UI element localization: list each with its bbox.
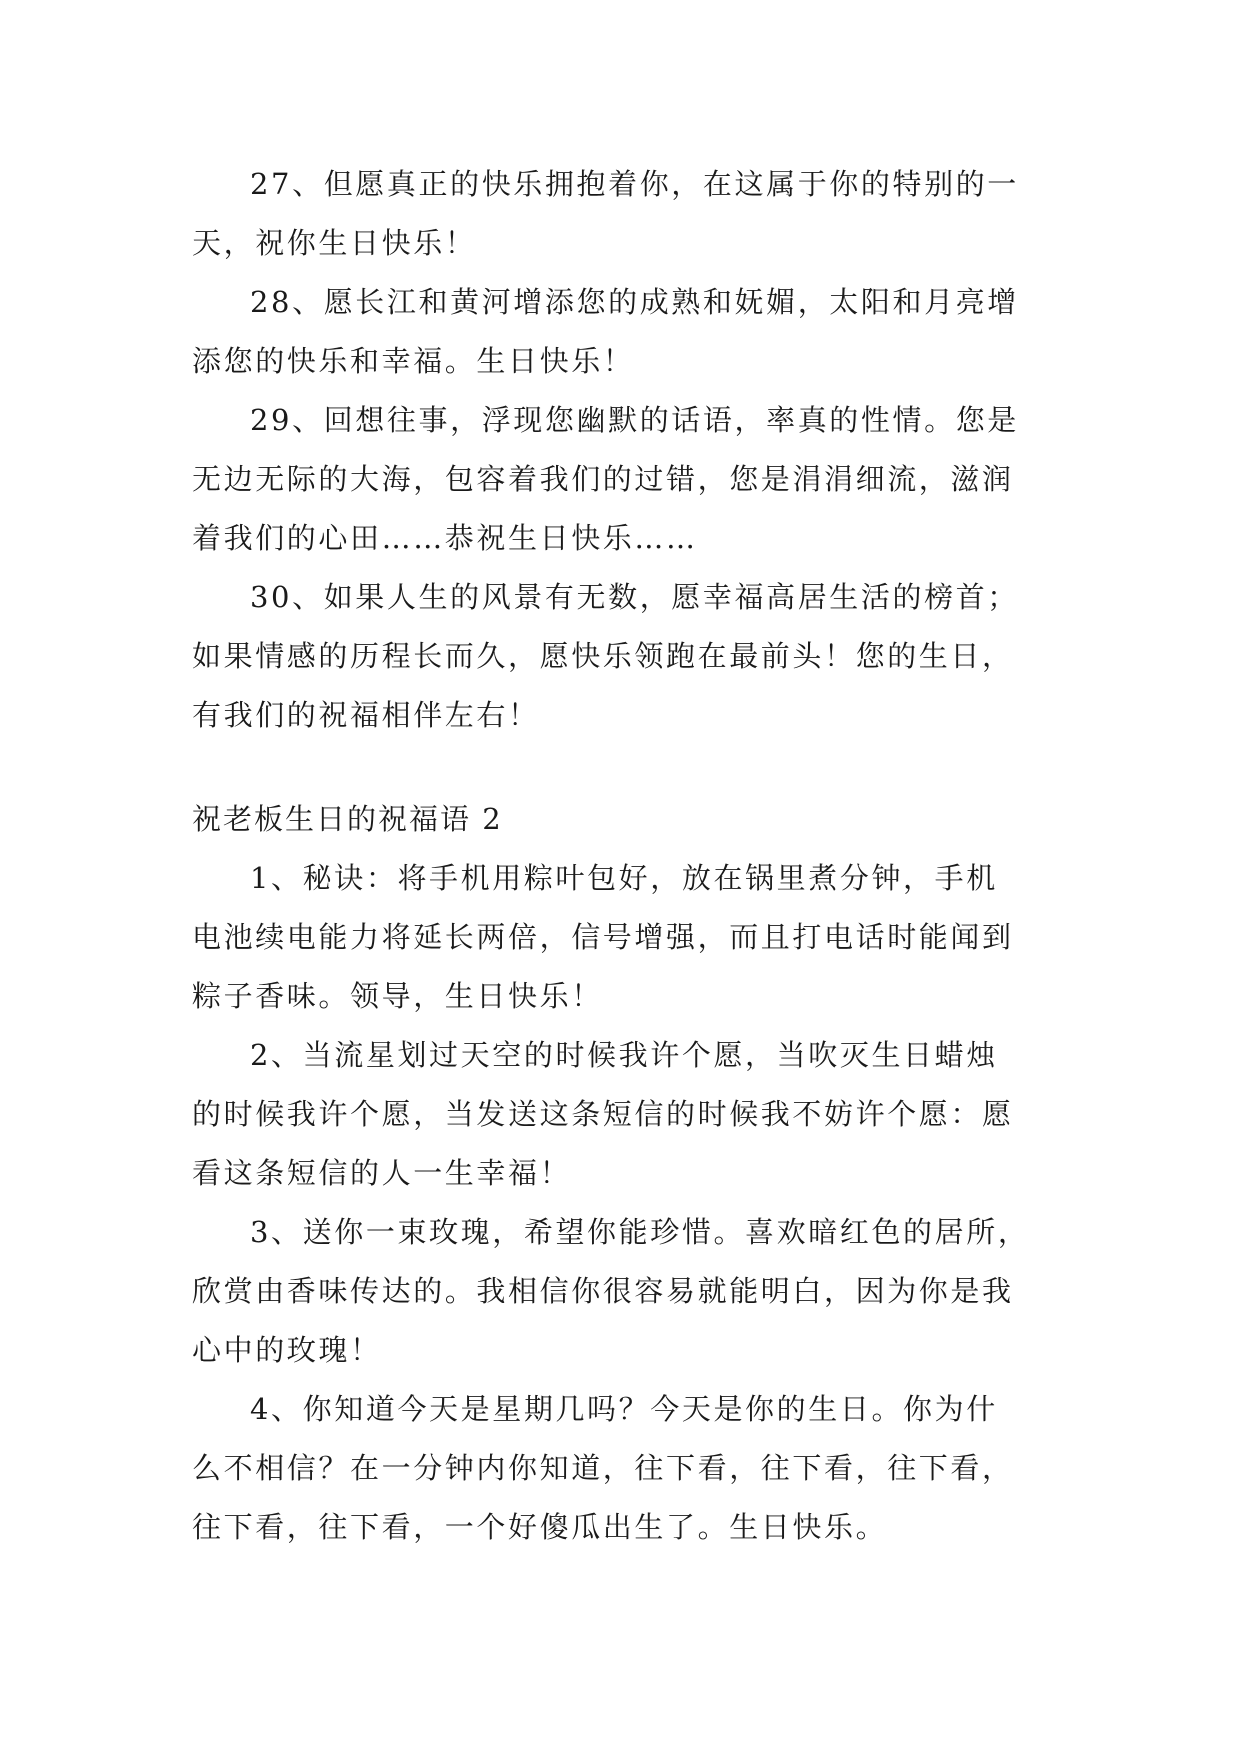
- wishes-list-part-2: [192, 849, 1060, 1557]
- paragraph-4-line-2: 么不相信？在一分钟内你知道，往下看，往下看，往下看，: [192, 1451, 1014, 1485]
- paragraph-4-line-1: 4、你知道今天是星期几吗？今天是你的生日。你为什: [250, 1392, 998, 1426]
- paragraph-4-line-3: 往下看，往下看，一个好傻瓜出生了。生日快乐。: [192, 1510, 888, 1544]
- paragraph-30-line-3: 有我们的祝福相伴左右！: [192, 698, 540, 732]
- paragraph-28-line-2: 添您的快乐和幸福。生日快乐！: [192, 344, 635, 378]
- paragraph-3-line-3: 心中的玫瑰！: [192, 1333, 382, 1367]
- paragraph-1-line-1: 1、秘诀：将手机用粽叶包好，放在锅里煮分钟，手机: [250, 861, 998, 895]
- paragraph-28-line-1: 28、愿长江和黄河增添您的成熟和妩媚，太阳和月亮增: [250, 285, 1019, 319]
- section-heading: 祝老板生日的祝福语 2: [192, 802, 503, 836]
- paragraph-3-line-1: 3、送你一束玫瑰，希望你能珍惜。喜欢暗红色的居所，: [250, 1215, 1030, 1249]
- paragraph-27-line-1: 27、但愿真正的快乐拥抱着你，在这属于你的特别的一: [250, 167, 1019, 201]
- paragraph-29-line-1: 29、回想往事，浮现您幽默的话语，率真的性情。您是: [250, 403, 1019, 437]
- paragraph-1-line-2: 电池续电能力将延长两倍，信号增强，而且打电话时能闻到: [192, 920, 1014, 954]
- paragraph-29-line-3: 着我们的心田……恭祝生日快乐……: [192, 521, 698, 555]
- paragraph-2-line-2: 的时候我许个愿，当发送这条短信的时候我不妨许个愿：愿: [192, 1097, 1014, 1131]
- paragraph-2-line-1: 2、当流星划过天空的时候我许个愿，当吹灭生日蜡烛: [250, 1038, 998, 1072]
- wishes-list-part-1: [192, 155, 1060, 745]
- paragraph-3-line-2: 欣赏由香味传达的。我相信你很容易就能明白，因为你是我: [192, 1274, 1014, 1308]
- paragraph-1-line-3: 粽子香味。领导，生日快乐！: [192, 979, 603, 1013]
- paragraph-30-line-1: 30、如果人生的风景有无数，愿幸福高居生活的榜首；: [250, 580, 1019, 614]
- paragraph-2-line-3: 看这条短信的人一生幸福！: [192, 1156, 572, 1190]
- paragraph-29-line-2: 无边无际的大海，包容着我们的过错，您是涓涓细流，滋润: [192, 462, 1014, 496]
- paragraph-30-line-2: 如果情感的历程长而久，愿快乐领跑在最前头！您的生日，: [192, 639, 1014, 673]
- paragraph-27-line-2: 天，祝你生日快乐！: [192, 226, 477, 260]
